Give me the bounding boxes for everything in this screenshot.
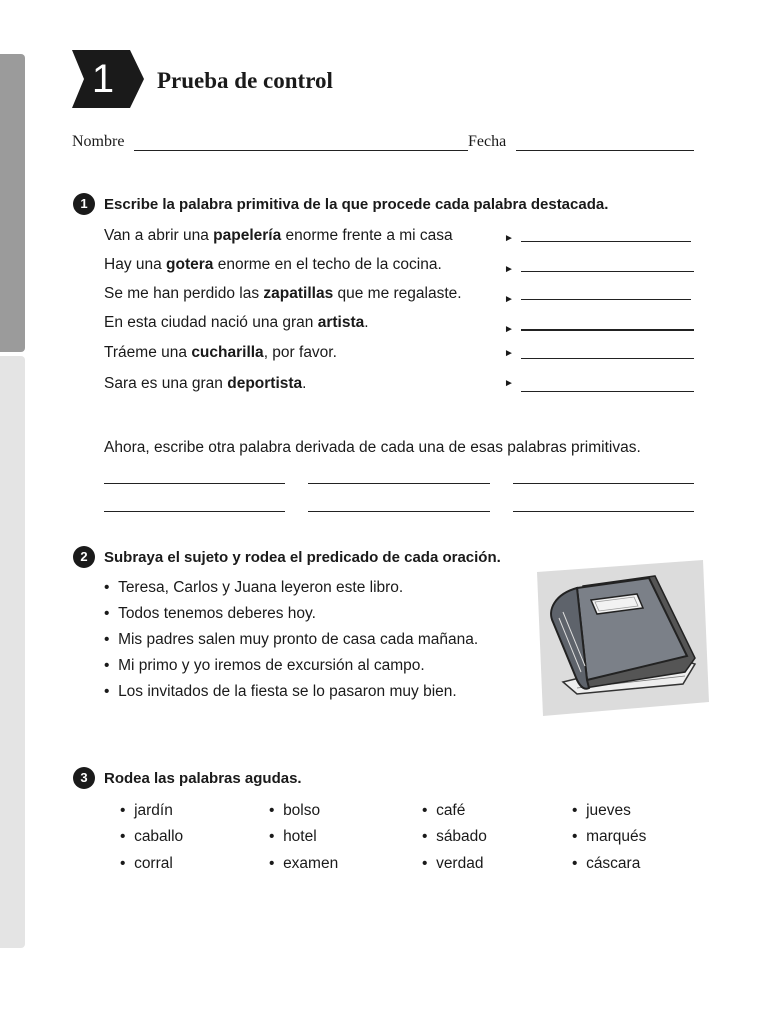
arrow-icon: ► [504, 233, 514, 244]
answer-line[interactable] [521, 241, 691, 242]
exercise-1-instruction-2: Ahora, escribe otra palabra derivada de cada una de esas palabras primitivas. [104, 439, 641, 456]
answer-line[interactable] [521, 271, 694, 272]
word-item[interactable]: • sábado [422, 828, 487, 845]
derived-word-line[interactable] [104, 511, 285, 512]
word-item[interactable]: • corral [120, 855, 173, 872]
exercise-2-number: 2 [73, 546, 95, 568]
word-item[interactable]: • bolso [269, 802, 321, 819]
list-item: • Mis padres salen muy pronto de casa cada mañana. [104, 631, 479, 648]
book-illustration-icon [537, 560, 709, 716]
word-item[interactable]: • hotel [269, 828, 317, 845]
sentence-2: Hay una gotera enorme en el techo de la cocina. [104, 256, 442, 273]
word-item[interactable]: • verdad [422, 855, 484, 872]
word-item[interactable]: • marqués [572, 828, 647, 845]
derived-word-line[interactable] [308, 511, 490, 512]
arrow-icon: ► [504, 294, 514, 305]
date-field[interactable] [516, 150, 694, 151]
arrow-icon: ► [504, 324, 514, 335]
list-item: • Todos tenemos deberes hoy. [104, 605, 316, 622]
word-item[interactable]: • examen [269, 855, 339, 872]
word-item[interactable]: • jardín [120, 802, 173, 819]
derived-word-line[interactable] [104, 483, 285, 484]
list-item: • Los invitados de la fiesta se lo pasaron muy bien. [104, 683, 457, 700]
sentence-6: Sara es una gran deportista. [104, 375, 307, 392]
unit-number: 1 [91, 57, 115, 101]
exercise-1-title: Escribe la palabra primitiva de la que procede cada palabra destacada. [104, 196, 609, 213]
side-tab-dark [0, 54, 25, 352]
word-item[interactable]: • jueves [572, 802, 631, 819]
exercise-1-number: 1 [73, 193, 95, 215]
sentence-1: Van a abrir una papelería enorme frente a mi casa [104, 227, 453, 244]
exercise-2-title: Subraya el sujeto y rodea el predicado de cada oración. [104, 549, 501, 566]
arrow-icon: ► [504, 378, 514, 389]
arrow-icon: ► [504, 264, 514, 275]
word-item[interactable]: • cáscara [572, 855, 641, 872]
answer-line[interactable] [521, 299, 691, 300]
page-title: Prueba de control [157, 68, 333, 93]
derived-word-line[interactable] [513, 511, 694, 512]
date-label: Fecha [468, 133, 507, 150]
answer-line[interactable] [521, 358, 694, 359]
arrow-icon: ► [504, 348, 514, 359]
derived-word-line[interactable] [308, 483, 490, 484]
word-item[interactable]: • caballo [120, 828, 184, 845]
answer-line[interactable] [521, 329, 694, 331]
sentence-3: Se me han perdido las zapatillas que me regalaste. [104, 285, 462, 302]
list-item: • Mi primo y yo iremos de excursión al campo. [104, 657, 425, 674]
sentence-5: Tráeme una cucharilla, por favor. [104, 344, 337, 361]
list-item: • Teresa, Carlos y Juana leyeron este libro. [104, 579, 404, 596]
side-tab-light [0, 356, 25, 948]
exercise-3-title: Rodea las palabras agudas. [104, 770, 302, 787]
derived-word-line[interactable] [513, 483, 694, 484]
name-field[interactable] [134, 150, 468, 151]
exercise-3-number: 3 [73, 767, 95, 789]
answer-line[interactable] [521, 391, 694, 392]
name-date-row [72, 133, 696, 153]
word-item[interactable]: • café [422, 802, 466, 819]
name-label: Nombre [72, 133, 125, 150]
sentence-4: En esta ciudad nació una gran artista. [104, 314, 369, 331]
